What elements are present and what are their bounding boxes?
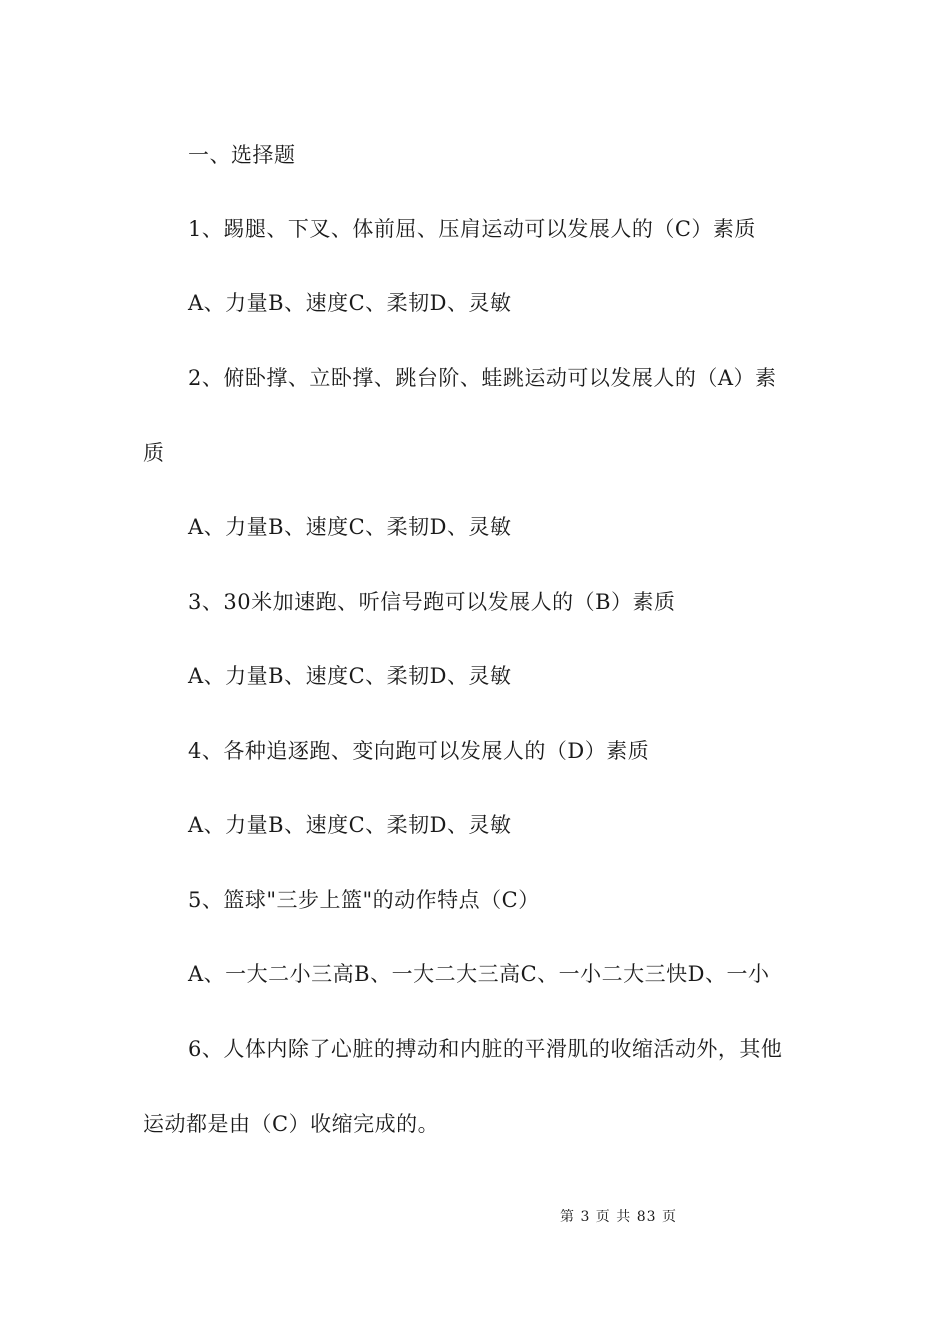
question-6-text-continued: 运动都是由（C）收缩完成的。 [143, 1112, 440, 1136]
question-1-options: A、力量B、速度C、柔韧D、灵敏 [188, 291, 512, 315]
question-2-text: 2、俯卧撑、立卧撑、跳台阶、蛙跳运动可以发展人的（A）素 [188, 366, 777, 390]
question-2-text-continued: 质 [143, 441, 165, 465]
question-5-options: A、一大二小三高B、一大二大三高C、一小二大三快D、一小 [188, 962, 770, 986]
question-6-text: 6、人体内除了心脏的搏动和内脏的平滑肌的收缩活动外，其他 [188, 1037, 783, 1061]
section-heading: 一、选择题 [188, 143, 296, 167]
question-4-options: A、力量B、速度C、柔韧D、灵敏 [188, 813, 512, 837]
question-5-text: 5、篮球"三步上篮"的动作特点（C） [188, 888, 540, 912]
question-2-options: A、力量B、速度C、柔韧D、灵敏 [188, 515, 512, 539]
page-number-footer: 第 3 页 共 83 页 [560, 1209, 677, 1225]
question-1-text: 1、踢腿、下叉、体前屈、压肩运动可以发展人的（C）素质 [188, 217, 756, 241]
question-3-text: 3、30米加速跑、听信号跑可以发展人的（B）素质 [188, 590, 676, 614]
question-4-text: 4、各种追逐跑、变向跑可以发展人的（D）素质 [188, 739, 650, 763]
question-3-options: A、力量B、速度C、柔韧D、灵敏 [188, 664, 512, 688]
